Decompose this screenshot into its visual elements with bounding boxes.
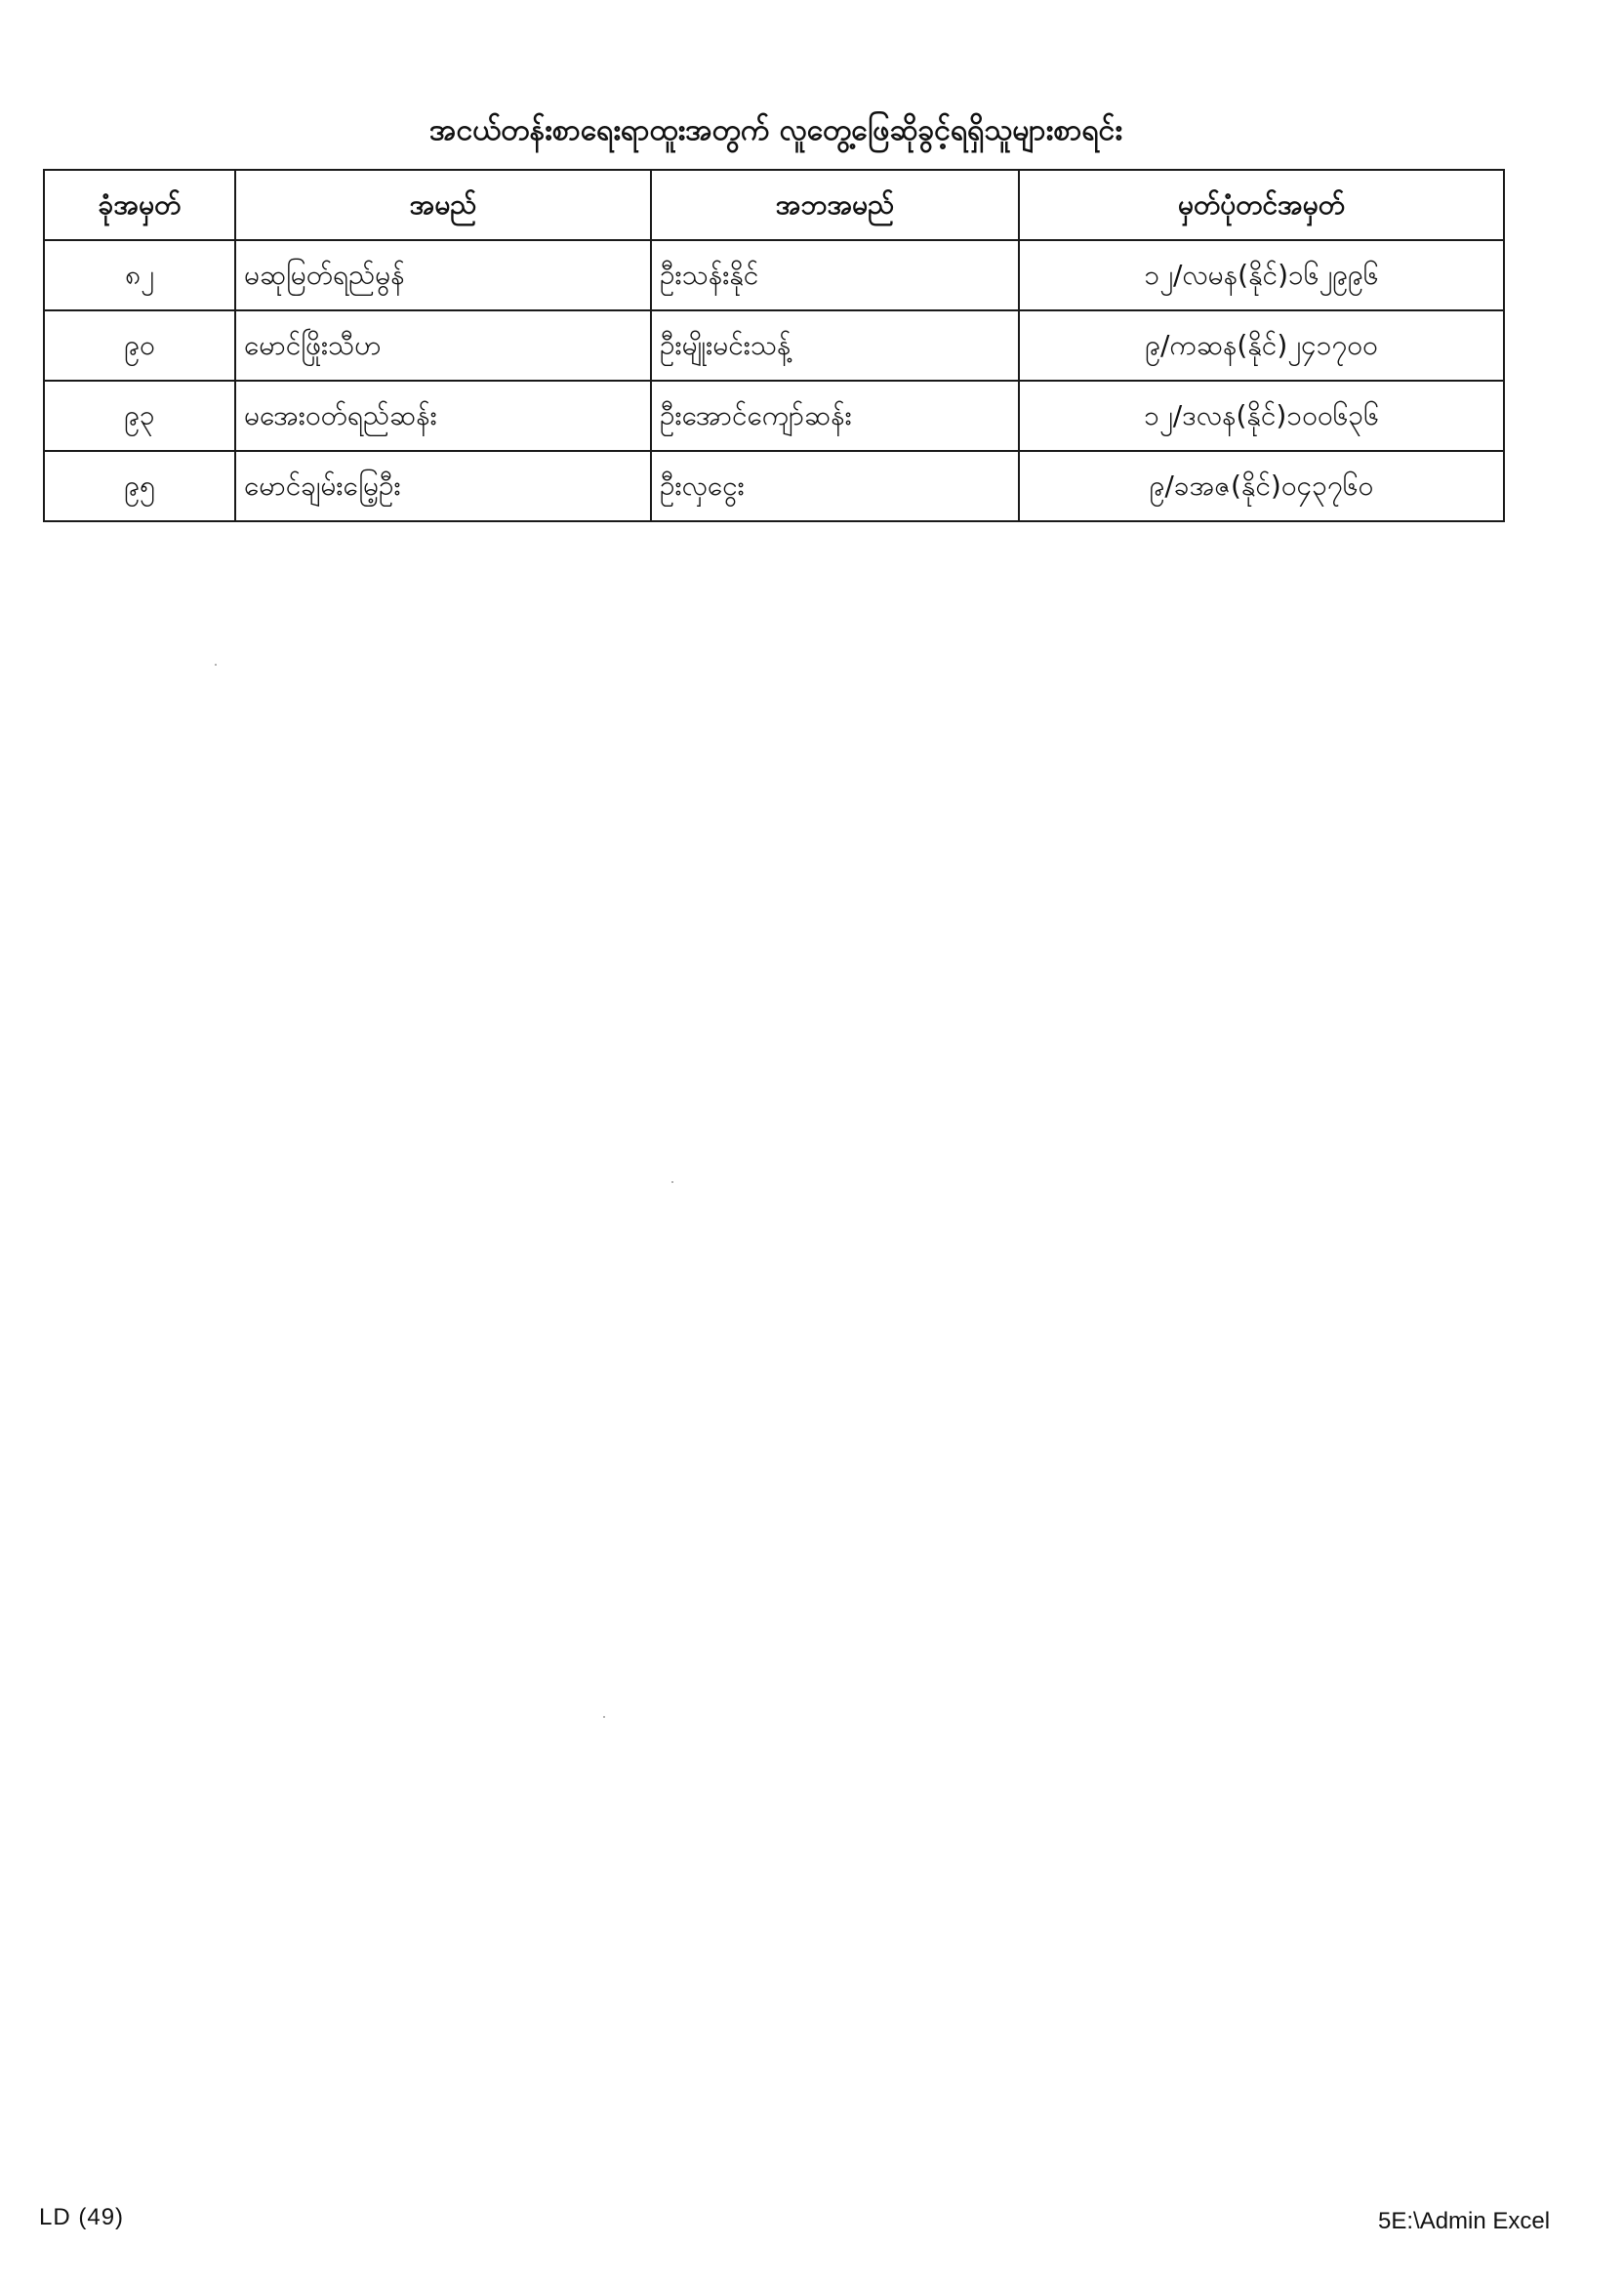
nrc-number-cell: ၉/ခအဇ(နိုင်)၀၄၃၇၆၀ bbox=[1019, 451, 1504, 521]
father-name-cell: ဦးသန်းနိုင် bbox=[651, 240, 1019, 310]
footer-file-path: 5E:\Admin Excel bbox=[1378, 2208, 1551, 2234]
nrc-number-cell: ၁၂/လမန(နိုင်)၁၆၂၉၉၆ bbox=[1019, 240, 1504, 310]
seat-number-cell: ၈၂ bbox=[44, 240, 235, 310]
scan-speck bbox=[603, 1716, 605, 1718]
nrc-number-cell: ၉/ကဆန(နိုင်)၂၄၁၇၀၀ bbox=[1019, 310, 1504, 381]
table-row bbox=[44, 451, 1504, 521]
father-name-cell: ဦးအောင်ကျော်ဆန်း bbox=[651, 381, 1019, 451]
table-row bbox=[44, 240, 1504, 310]
name-cell: မောင်ဖြိုးသီဟ bbox=[235, 310, 651, 381]
table-row bbox=[44, 381, 1504, 451]
father-name-cell: ဦးလှငွေး bbox=[651, 451, 1019, 521]
header-seat-number: ခုံအမှတ် bbox=[44, 170, 235, 240]
header-nrc-number: မှတ်ပုံတင်အမှတ် bbox=[1019, 170, 1504, 240]
candidate-table bbox=[43, 169, 1505, 522]
seat-number-cell: ၉၀ bbox=[44, 310, 235, 381]
name-cell: မဆုမြတ်ရည်မွန် bbox=[235, 240, 651, 310]
header-name: အမည် bbox=[235, 170, 651, 240]
seat-number-cell: ၉၅ bbox=[44, 451, 235, 521]
page-title: အငယ်တန်းစာရေးရာထူးအတွက် လူတွေ့ဖြေဆိုခွင့်ရရှိသူများစာရင်း bbox=[429, 113, 1122, 147]
father-name-cell: ဦးမျိုးမင်းသန့် bbox=[651, 310, 1019, 381]
header-father-name: အဘအမည် bbox=[651, 170, 1019, 240]
scan-speck bbox=[671, 1181, 673, 1183]
name-cell: မောင်ချမ်းမြေ့ဦး bbox=[235, 451, 651, 521]
name-cell: မအေးဝတ်ရည်ဆန်း bbox=[235, 381, 651, 451]
seat-number-cell: ၉၃ bbox=[44, 381, 235, 451]
scan-speck bbox=[215, 664, 217, 666]
footer-reference: LD (49) bbox=[39, 2204, 125, 2230]
table-row bbox=[44, 310, 1504, 381]
nrc-number-cell: ၁၂/ဒလန(နိုင်)၁၀၀၆၃၆ bbox=[1019, 381, 1504, 451]
table-header-row bbox=[44, 170, 1504, 240]
